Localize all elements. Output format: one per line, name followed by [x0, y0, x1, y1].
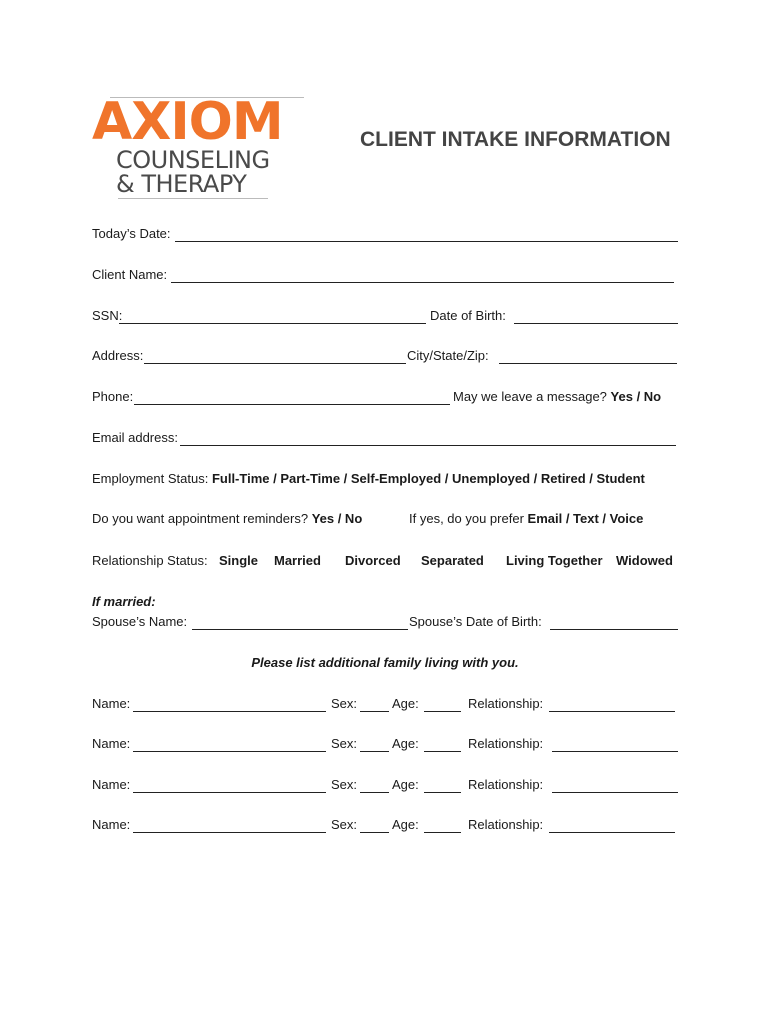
family-age-field[interactable] [424, 737, 461, 752]
family-name-field[interactable] [133, 778, 326, 793]
prefer-label: If yes, do you prefer [409, 511, 524, 526]
prefer-row [409, 510, 643, 528]
employment-label: Employment Status: [92, 471, 209, 486]
family-sex-label: Sex: [331, 696, 358, 711]
family-age-label: Age: [392, 777, 419, 792]
spouse-dob-field[interactable] [550, 615, 678, 630]
logo-wordmark: AXIOM [92, 92, 283, 152]
family-name-field[interactable] [133, 737, 326, 752]
family-sex-field[interactable] [360, 778, 389, 793]
family-name-label: Name: [92, 817, 131, 832]
leave-message-row [453, 388, 661, 406]
address-label: Address: [92, 348, 144, 363]
relationship-option-divorced[interactable]: Divorced [345, 553, 401, 568]
family-sex-field[interactable] [360, 737, 389, 752]
relationship-option-separated[interactable]: Separated [421, 553, 484, 568]
family-age-field[interactable] [424, 778, 461, 793]
family-relationship-field[interactable] [549, 697, 675, 712]
row-client-name [92, 266, 167, 284]
family-relationship-label: Relationship: [468, 736, 544, 751]
client-name-field[interactable] [171, 268, 674, 283]
phone-label: Phone: [92, 389, 134, 404]
family-relationship-label: Relationship: [468, 777, 544, 792]
family-age-label: Age: [392, 817, 419, 832]
reminders-label: Do you want appointment reminders? [92, 511, 309, 526]
prefer-options[interactable]: Email / Text / Voice [527, 511, 644, 526]
employment-row [92, 470, 645, 488]
family-age-field[interactable] [424, 697, 461, 712]
spouse-dob-label: Spouse’s Date of Birth: [409, 614, 542, 629]
city-state-zip-field[interactable] [499, 349, 677, 364]
logo-bottom-rule [118, 198, 268, 199]
relationship-option-widowed[interactable]: Widowed [616, 553, 673, 568]
leave-message-options[interactable]: Yes / No [610, 389, 662, 404]
relationship-status-label: Relationship Status: [92, 553, 208, 568]
family-name-label: Name: [92, 777, 131, 792]
email-field[interactable] [180, 431, 676, 446]
leave-message-label: May we leave a message? [453, 389, 607, 404]
family-name-field[interactable] [133, 818, 326, 833]
page-title: CLIENT INTAKE INFORMATION [360, 128, 671, 151]
logo-line-therapy: & THERAPY [116, 170, 247, 198]
spouse-name-label: Spouse’s Name: [92, 614, 188, 629]
client-name-label: Client Name: [92, 267, 168, 282]
family-relationship-field[interactable] [552, 778, 678, 793]
family-sex-label: Sex: [331, 817, 358, 832]
city-state-zip-label: City/State/Zip: [407, 348, 489, 363]
family-sex-field[interactable] [360, 818, 389, 833]
family-sex-field[interactable] [360, 697, 389, 712]
family-age-label: Age: [392, 696, 419, 711]
dob-field[interactable] [514, 309, 678, 324]
family-relationship-label: Relationship: [468, 817, 544, 832]
todays-date-label: Today’s Date: [92, 226, 171, 241]
relationship-option-single[interactable]: Single [219, 553, 259, 568]
row-ssn [92, 307, 122, 325]
reminders-options[interactable]: Yes / No [311, 511, 363, 526]
family-name-field[interactable] [133, 697, 326, 712]
family-heading: Please list additional family living with you. [251, 655, 519, 670]
family-relationship-label: Relationship: [468, 696, 544, 711]
row-todays-date [92, 225, 171, 243]
family-relationship-field[interactable] [552, 737, 678, 752]
spouse-name-field[interactable] [192, 615, 408, 630]
family-sex-label: Sex: [331, 777, 358, 792]
family-name-label: Name: [92, 696, 131, 711]
family-age-label: Age: [392, 736, 419, 751]
family-relationship-field[interactable] [549, 818, 675, 833]
reminders-row [92, 510, 362, 528]
family-sex-label: Sex: [331, 736, 358, 751]
if-married-heading: If married: [92, 594, 156, 609]
phone-field[interactable] [134, 390, 450, 405]
relationship-option-married[interactable]: Married [274, 553, 321, 568]
logo-line-counseling: COUNSELING [116, 146, 270, 174]
relationship-option-living-together[interactable]: Living Together [506, 553, 603, 568]
email-label: Email address: [92, 430, 178, 445]
family-name-label: Name: [92, 736, 131, 751]
dob-label: Date of Birth: [430, 308, 506, 323]
ssn-label: SSN: [92, 308, 123, 323]
address-field[interactable] [144, 349, 406, 364]
ssn-field[interactable] [119, 309, 426, 324]
todays-date-field[interactable] [175, 227, 678, 242]
family-age-field[interactable] [424, 818, 461, 833]
employment-options[interactable]: Full-Time / Part-Time / Self-Employed / Unemployed / Retired / Student [211, 471, 645, 486]
